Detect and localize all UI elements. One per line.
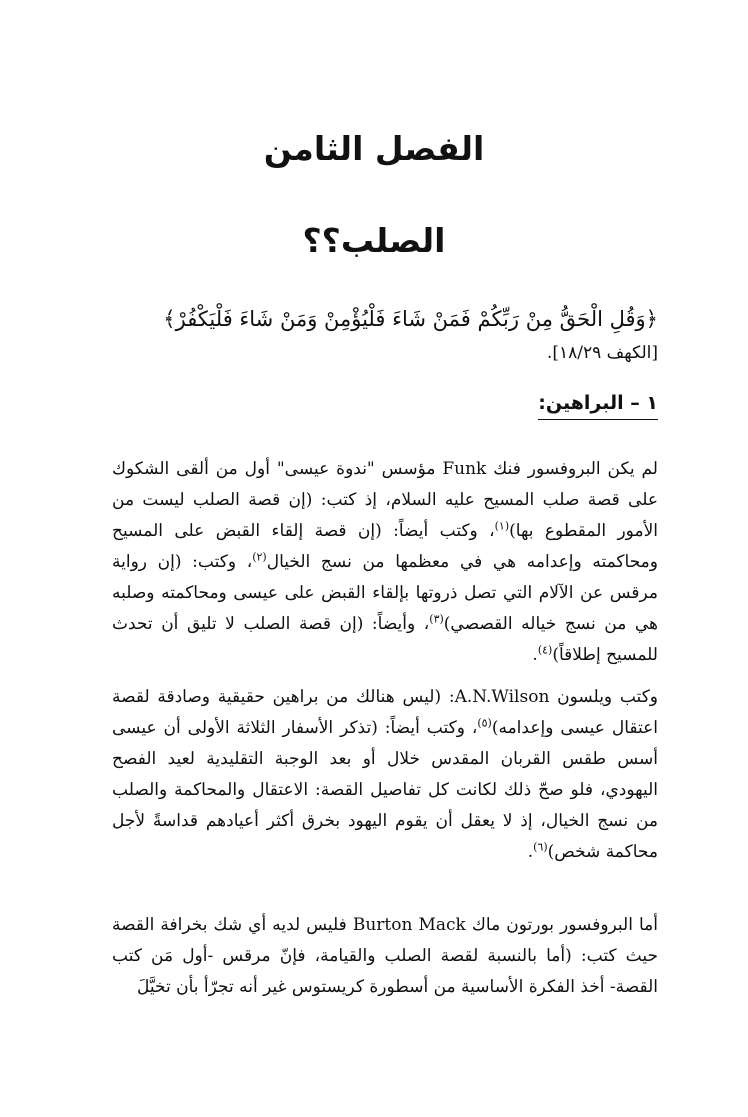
paragraph-3 xyxy=(112,910,658,1003)
footnote-ref-4: (٤) xyxy=(537,643,553,657)
paragraph-3-text-a: أما البروفسور بورتون ماك Burton Mack فليس لديه أي شك بخرافة القصة حيث كتب: (أما بالنسبة لقصة الصلب والقيامة، فإنّ مرقس -أول مَن كتب القصة- أخذ الفكرة الأساسية من أسطورة كريستوس غير أنه تجرّأ بأن تخيَّلَ xyxy=(112,915,659,997)
paragraph-2 xyxy=(112,682,658,868)
paragraph-1-text-c: ، وكتب: (إن رواية مرقس عن الآلام التي تصل ذروتها بإلقاء القبض على عيسى ومحاكمته وصلبه هي من نسج خياله القصصي) xyxy=(112,552,658,634)
chapter-title: الفصل الثامن xyxy=(263,129,485,168)
paragraph-2-text-b: ، وكتب أيضاً: (تذكر الأسفار الثلاثة الأولى أن عيسى أسس طقس القربان المقدس خلال أو بعد الوجبة التقليدية لعيد الفصح اليهودي، فلو صحّ ذلك لكانت كل تفاصيل القصة: الاعتقال والمحاكمة والصلب من نسج الخيال، إذ لا يعقل أن يقوم اليهود بخرق أكثر أعيادهم قداسةً لأجل محاكمة شخص) xyxy=(112,718,658,862)
footnote-ref-5: (٥) xyxy=(477,716,492,730)
footnote-ref-1: (١) xyxy=(494,519,510,533)
paragraph-1-text-b: ، وكتب أيضاً: (إن قصة إلقاء القبض على المسيح ومحاكمته وإعدامه هي في معظمها من نسج الخيال xyxy=(112,521,658,572)
footnote-ref-6: (٦) xyxy=(533,840,548,854)
paragraph-1-text-a: لم يكن البروفسور فنك Funk مؤسس "ندوة عيسى" أول من ألقى الشكوك على قصة صلب المسيح عليه السلام، إذ كتب: (إن قصة الصلب ليست من الأمور المقطوع بها) xyxy=(112,459,658,541)
paragraph-2-text-c: . xyxy=(527,842,534,862)
footnote-ref-2: (٢) xyxy=(252,550,267,564)
footnote-ref-3: (٣) xyxy=(429,612,444,626)
subsection-heading: ١ – البراهين: xyxy=(538,388,658,420)
quran-verse: ﴿وَقُلِ الْحَقُّ مِنْ رَبِّكُمْ فَمَنْ شَاءَ فَلْيُؤْمِنْ وَمَنْ شَاءَ فَلْيَكْفُرْ﴾ xyxy=(163,307,658,331)
section-title: الصلب؟؟ xyxy=(302,221,446,260)
paragraph-1-text-d: ، وأيضاً: (إن قصة الصلب لا تليق أن تحدث للمسيح إطلاقاً) xyxy=(112,614,658,665)
paragraph-1 xyxy=(112,454,658,671)
paragraph-1-text-e: . xyxy=(532,645,538,665)
paragraph-2-text-a: وكتب ويلسون A.N.Wilson: (ليس هنالك من براهين حقيقية وصادقة لقصة اعتقال عيسى وإعدامه) xyxy=(112,687,658,738)
verse-reference: [الكهف ١٨/٢٩]. xyxy=(546,343,658,363)
